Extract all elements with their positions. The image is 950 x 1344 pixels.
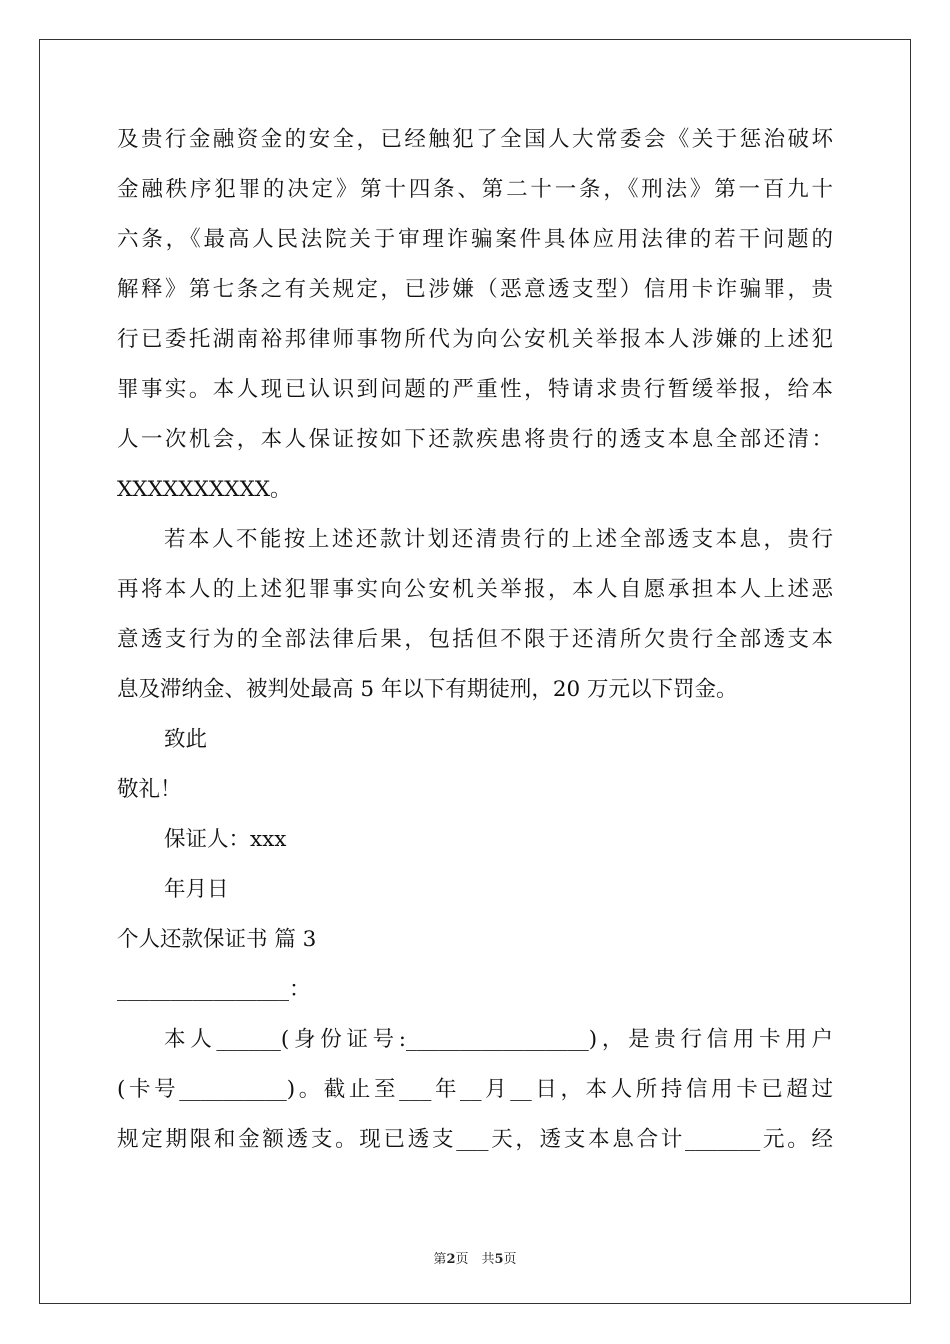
- page-total: 5: [494, 1252, 504, 1267]
- body-line-7: 人一次机会，本人保证按如下还款疾患将贵行的透支本息全部还清：: [117, 427, 833, 452]
- guarantor-line: 保证人：xxx: [164, 827, 287, 852]
- page-current: 2: [446, 1252, 456, 1267]
- date-line: 年月日: [164, 877, 229, 902]
- page-label-prefix: 第: [433, 1252, 447, 1267]
- paragraph-2-line-2: 再将本人的上述犯罪事实向公安机关举报，本人自愿承担本人上述恶: [117, 577, 833, 602]
- paragraph-3-line-2: (卡号__________)。截止至___年__月__日，本人所持信用卡已超过: [117, 1077, 833, 1102]
- paragraph-3-line-1: 本人______(身份证号:_________________)，是贵行信用卡用户: [164, 1027, 833, 1052]
- paragraph-2-line-4: 息及滞纳金、被判处最高 5 年以下有期徒刑，20 万元以下罚金。: [117, 677, 738, 702]
- body-line-3: 六条，《最高人民法院关于审理诈骗案件具体应用法律的若干问题的: [117, 227, 833, 252]
- page-label-mid: 页 共: [455, 1252, 495, 1267]
- paragraph-2-line-1: 若本人不能按上述还款计划还清贵行的上述全部透支本息，贵行: [164, 527, 833, 552]
- section-heading: 个人还款保证书 篇 3: [117, 927, 317, 952]
- body-line-2: 金融秩序犯罪的决定》第十四条、第二十一条，《刑法》第一百九十: [117, 177, 833, 202]
- page-footer: [0, 1248, 950, 1267]
- paragraph-2-line-3: 意透支行为的全部法律后果，包括但不限于还清所欠贵行全部透支本: [117, 627, 833, 652]
- body-line-1: 及贵行金融资金的安全，已经触犯了全国人大常委会《关于惩治破坏: [117, 127, 833, 152]
- body-line-4: 解释》第七条之有关规定，已涉嫌（恶意透支型）信用卡诈骗罪，贵: [117, 277, 833, 302]
- addressee-blank: ________________：: [117, 977, 311, 1002]
- paragraph-3-line-3: 规定期限和金额透支。现已透支___天，透支本息合计_______元。经: [117, 1127, 833, 1152]
- body-line-5: 行已委托湖南裕邦律师事物所代为向公安机关举报本人涉嫌的上述犯: [117, 327, 833, 352]
- body-line-6: 罪事实。本人现已认识到问题的严重性，特请求贵行暂缓举报，给本: [117, 377, 833, 402]
- body-line-8: XXXXXXXXXX。: [117, 477, 292, 502]
- salutation: 敬礼！: [117, 777, 182, 802]
- page-label-suffix: 页: [503, 1252, 517, 1267]
- closing-greeting: 致此: [164, 727, 208, 752]
